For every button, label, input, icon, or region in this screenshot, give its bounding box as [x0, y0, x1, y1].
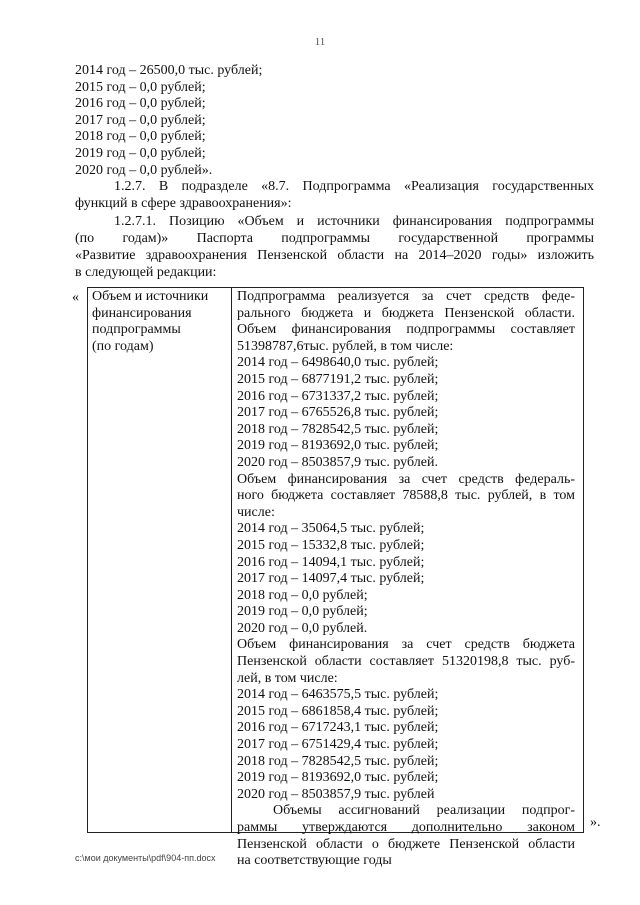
label-line: финансирования	[92, 305, 192, 321]
label-line: подпрограммы	[92, 322, 181, 338]
content-line: рального бюджета и бюджета Пензенской области.	[237, 305, 575, 321]
content-line: числе:	[237, 504, 275, 520]
content-line: Объем финансирования подпрограммы составляет	[237, 322, 575, 338]
content-line: лей, в том числе:	[237, 670, 338, 686]
content-line: Пензенской области составляет 51320198,8 тыс. руб-	[237, 654, 575, 670]
content-line: на соответствующие годы	[237, 853, 392, 869]
content-line: 2016 год – 14094,1 тыс. рублей;	[237, 554, 425, 570]
content-line: 2014 год – 35064,5 тыс. рублей;	[237, 521, 425, 537]
section-1-2-7-line1: 1.2.7. В подразделе «8.7. Подпрограмма «Реализация государственных	[114, 179, 594, 194]
content-line: 2014 год – 6498640,0 тыс. рублей;	[237, 355, 439, 371]
content-line: 2015 год – 6877191,2 тыс. рублей;	[237, 371, 439, 387]
content-line: 2020 год – 8503857,9 тыс. рублей	[237, 786, 435, 802]
table-label-cell	[92, 289, 228, 355]
year-line: 2017 год – 0,0 рублей;	[75, 112, 206, 128]
closing-quote: ».	[590, 815, 601, 830]
content-line: 2016 год – 6731337,2 тыс. рублей;	[237, 388, 439, 404]
content-line: 2018 год – 7828542,5 тыс. рублей;	[237, 421, 439, 437]
content-line: 2017 год – 14097,4 тыс. рублей;	[237, 571, 425, 587]
year-line: 2014 год – 26500,0 тыс. рублей;	[75, 63, 263, 78]
label-line: Объем и источники	[92, 289, 209, 304]
year-line: 2020 год – 0,0 рублей».	[75, 162, 213, 178]
year-line: 2019 год – 0,0 рублей;	[75, 145, 206, 161]
content-line: 2020 год – 8503857,9 тыс. рублей.	[237, 454, 438, 470]
opening-quote: «	[72, 290, 79, 305]
section-1-2-7-line2: функций в сфере здравоохранения»:	[75, 196, 292, 211]
section-1-2-7-1-line2: (по годам)» Паспорта подпрограммы государственной программы	[75, 231, 594, 246]
content-line: ного бюджета составляет 78588,8 тыс. рублей, в том	[237, 488, 575, 504]
content-line: раммы утверждаются дополнительно законом	[237, 820, 575, 835]
content-line: Подпрограмма реализуется за счет средств феде-	[237, 289, 575, 304]
content-line: Объем финансирования за счет средств федераль-	[237, 471, 575, 487]
content-line: 2019 год – 8193692,0 тыс. рублей;	[237, 770, 439, 786]
intro-year-list	[75, 63, 595, 179]
content-line: 2015 год – 6861858,4 тыс. рублей;	[237, 703, 439, 719]
year-line: 2016 год – 0,0 рублей;	[75, 96, 206, 112]
content-line: 2014 год – 6463575,5 тыс. рублей;	[237, 687, 439, 703]
content-line: 2020 год – 0,0 рублей.	[237, 620, 368, 636]
content-line: 2016 год – 6717243,1 тыс. рублей;	[237, 720, 439, 736]
table-column-divider	[231, 288, 232, 832]
section-1-2-7-1-line3: «Развитие здравоохранения Пензенской области на 2014–2020 годы» изложить	[75, 248, 594, 263]
section-1-2-7-1-line4: в следующей редакции:	[75, 265, 217, 280]
page-number: 11	[314, 36, 326, 48]
section-1-2-7-1-line1: 1.2.7.1. Позицию «Объем и источники финансирования подпрограммы	[114, 214, 594, 229]
content-line: 2017 год – 6751429,4 тыс. рублей;	[237, 737, 439, 753]
content-line: Объемы ассигнований реализации подпрог-	[273, 803, 575, 819]
content-line: Объем финансирования за счет средств бюджета	[237, 637, 575, 653]
label-line: (по годам)	[92, 338, 154, 354]
table-content-cell	[237, 289, 575, 870]
year-line: 2015 год – 0,0 рублей;	[75, 79, 206, 95]
content-line: 2018 год – 0,0 рублей;	[237, 587, 368, 603]
content-line: 2015 год – 15332,8 тыс. рублей;	[237, 537, 425, 553]
content-line: 2019 год – 8193692,0 тыс. рублей;	[237, 438, 439, 454]
content-line: 2018 год – 7828542,5 тыс. рублей;	[237, 753, 439, 769]
content-line: 2019 год – 0,0 рублей;	[237, 604, 368, 620]
content-line: 2017 год – 6765526,8 тыс. рублей;	[237, 405, 439, 421]
content-line: 51398787,6тыс. рублей, в том числе:	[237, 338, 454, 354]
footer-file-path: c:\мои документы\pdf\904-пп.docx	[75, 853, 216, 863]
year-line: 2018 год – 0,0 рублей;	[75, 129, 206, 145]
content-line: Пензенской области о бюджете Пензенской области	[237, 836, 575, 852]
